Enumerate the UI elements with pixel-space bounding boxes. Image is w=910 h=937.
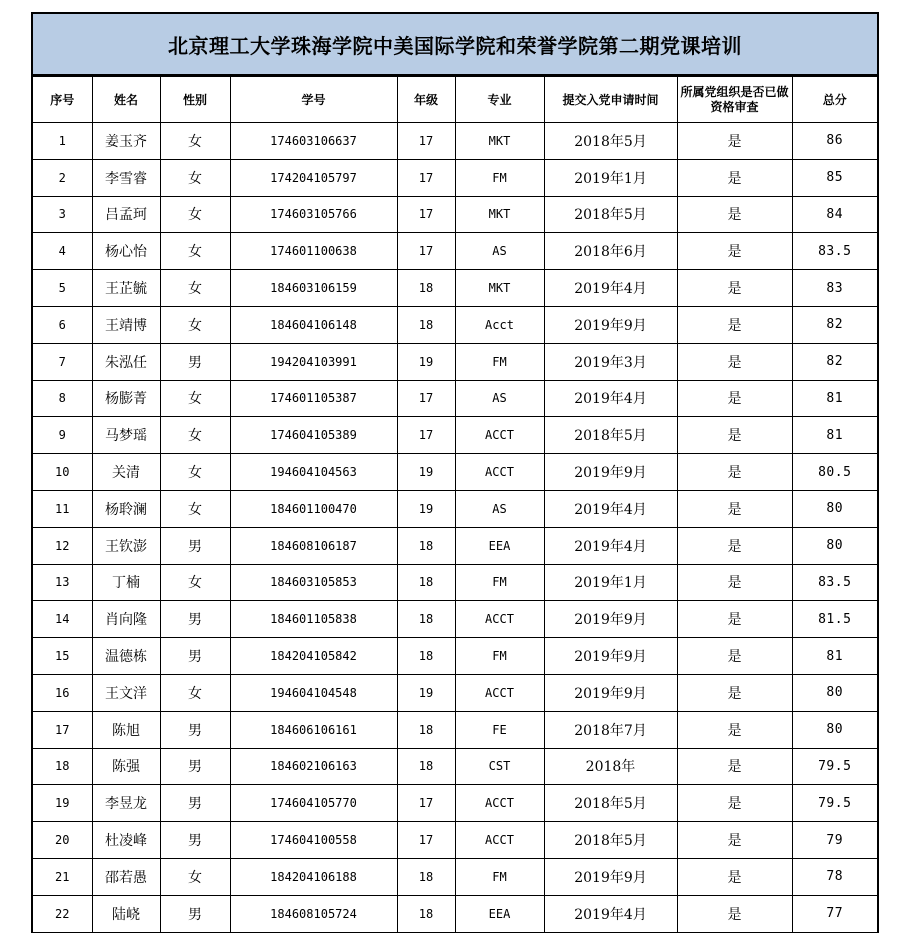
cell-grade: 18	[397, 711, 455, 748]
cell-grade: 18	[397, 895, 455, 932]
cell-grade: 19	[397, 490, 455, 527]
header-student-id: 学号	[230, 77, 397, 123]
cell-gender: 男	[160, 711, 230, 748]
cell-major: MKT	[455, 196, 544, 233]
cell-gender: 女	[160, 159, 230, 196]
cell-major: ACCT	[455, 454, 544, 491]
cell-application-date: 2018年7月	[544, 711, 677, 748]
cell-name: 杜凌峰	[92, 822, 160, 859]
cell-review-status: 是	[677, 270, 792, 307]
cell-total-score: 79.5	[792, 748, 878, 785]
cell-total-score: 81	[792, 417, 878, 454]
cell-grade: 19	[397, 674, 455, 711]
table-row	[32, 270, 878, 307]
cell-grade: 17	[397, 196, 455, 233]
table-row	[32, 123, 878, 160]
cell-gender: 男	[160, 343, 230, 380]
cell-index: 21	[32, 858, 92, 895]
cell-gender: 女	[160, 196, 230, 233]
cell-grade: 19	[397, 454, 455, 491]
cell-name: 朱泓任	[92, 343, 160, 380]
cell-gender: 男	[160, 785, 230, 822]
cell-grade: 17	[397, 123, 455, 160]
cell-major: ACCT	[455, 601, 544, 638]
cell-application-date: 2019年9月	[544, 306, 677, 343]
cell-name: 肖向隆	[92, 601, 160, 638]
header-total-score: 总分	[792, 77, 878, 123]
table-row	[32, 564, 878, 601]
cell-application-date: 2019年9月	[544, 454, 677, 491]
cell-grade: 18	[397, 638, 455, 675]
cell-student-id: 184608106187	[230, 527, 397, 564]
table-row	[32, 343, 878, 380]
table-row	[32, 601, 878, 638]
cell-total-score: 79.5	[792, 785, 878, 822]
table-row	[32, 527, 878, 564]
cell-review-status: 是	[677, 822, 792, 859]
table-row	[32, 711, 878, 748]
cell-index: 10	[32, 454, 92, 491]
cell-student-id: 184608105724	[230, 895, 397, 932]
cell-index: 17	[32, 711, 92, 748]
cell-index: 14	[32, 601, 92, 638]
table-row	[32, 638, 878, 675]
cell-total-score: 86	[792, 123, 878, 160]
table-row	[32, 895, 878, 932]
cell-index: 5	[32, 270, 92, 307]
cell-review-status: 是	[677, 601, 792, 638]
cell-gender: 女	[160, 674, 230, 711]
cell-gender: 女	[160, 233, 230, 270]
cell-name: 陈强	[92, 748, 160, 785]
cell-review-status: 是	[677, 380, 792, 417]
cell-gender: 男	[160, 748, 230, 785]
cell-student-id: 184603105853	[230, 564, 397, 601]
header-row	[32, 77, 878, 123]
cell-application-date: 2019年9月	[544, 638, 677, 675]
cell-gender: 男	[160, 822, 230, 859]
cell-total-score: 83	[792, 270, 878, 307]
cell-total-score: 79	[792, 822, 878, 859]
cell-total-score: 81	[792, 638, 878, 675]
cell-total-score: 81.5	[792, 601, 878, 638]
sheet-title: 北京理工大学珠海学院中美国际学院和荣誉学院第二期党课培训	[31, 12, 879, 76]
cell-major: ACCT	[455, 674, 544, 711]
cell-index: 3	[32, 196, 92, 233]
cell-total-score: 80	[792, 674, 878, 711]
cell-student-id: 184601100470	[230, 490, 397, 527]
cell-total-score: 80	[792, 490, 878, 527]
cell-student-id: 184204106188	[230, 858, 397, 895]
cell-index: 9	[32, 417, 92, 454]
header-index: 序号	[32, 77, 92, 123]
cell-application-date: 2019年9月	[544, 601, 677, 638]
table-row	[32, 196, 878, 233]
cell-index: 6	[32, 306, 92, 343]
cell-review-status: 是	[677, 858, 792, 895]
cell-application-date: 2018年5月	[544, 785, 677, 822]
table-row	[32, 454, 878, 491]
table-body	[32, 123, 878, 933]
cell-major: FM	[455, 858, 544, 895]
cell-total-score: 82	[792, 343, 878, 380]
table-row	[32, 785, 878, 822]
cell-major: FE	[455, 711, 544, 748]
cell-major: FM	[455, 343, 544, 380]
cell-major: ACCT	[455, 822, 544, 859]
cell-total-score: 80	[792, 527, 878, 564]
table-row	[32, 380, 878, 417]
cell-major: EEA	[455, 527, 544, 564]
cell-student-id: 174204105797	[230, 159, 397, 196]
cell-student-id: 184606106161	[230, 711, 397, 748]
cell-grade: 18	[397, 858, 455, 895]
cell-total-score: 81	[792, 380, 878, 417]
cell-student-id: 174603105766	[230, 196, 397, 233]
cell-review-status: 是	[677, 123, 792, 160]
cell-index: 2	[32, 159, 92, 196]
cell-name: 王钦澎	[92, 527, 160, 564]
cell-student-id: 194604104563	[230, 454, 397, 491]
cell-name: 王芷毓	[92, 270, 160, 307]
cell-student-id: 194604104548	[230, 674, 397, 711]
cell-gender: 女	[160, 123, 230, 160]
cell-gender: 女	[160, 270, 230, 307]
cell-total-score: 77	[792, 895, 878, 932]
cell-major: Acct	[455, 306, 544, 343]
cell-grade: 18	[397, 527, 455, 564]
cell-review-status: 是	[677, 564, 792, 601]
cell-review-status: 是	[677, 233, 792, 270]
cell-student-id: 174601100638	[230, 233, 397, 270]
cell-index: 12	[32, 527, 92, 564]
cell-review-status: 是	[677, 785, 792, 822]
cell-index: 16	[32, 674, 92, 711]
cell-total-score: 83.5	[792, 233, 878, 270]
cell-student-id: 174601105387	[230, 380, 397, 417]
cell-major: AS	[455, 233, 544, 270]
cell-application-date: 2019年4月	[544, 895, 677, 932]
cell-name: 杨心怡	[92, 233, 160, 270]
cell-student-id: 174604105770	[230, 785, 397, 822]
cell-gender: 女	[160, 380, 230, 417]
spreadsheet	[31, 12, 879, 933]
cell-grade: 17	[397, 233, 455, 270]
cell-review-status: 是	[677, 343, 792, 380]
cell-application-date: 2019年1月	[544, 564, 677, 601]
cell-student-id: 184603106159	[230, 270, 397, 307]
cell-review-status: 是	[677, 748, 792, 785]
cell-application-date: 2019年4月	[544, 490, 677, 527]
cell-major: ACCT	[455, 417, 544, 454]
cell-name: 李雪睿	[92, 159, 160, 196]
header-grade: 年级	[397, 77, 455, 123]
header-name: 姓名	[92, 77, 160, 123]
cell-student-id: 174603106637	[230, 123, 397, 160]
cell-application-date: 2018年	[544, 748, 677, 785]
cell-grade: 17	[397, 785, 455, 822]
header-major: 专业	[455, 77, 544, 123]
cell-grade: 17	[397, 822, 455, 859]
cell-name: 杨膨菁	[92, 380, 160, 417]
cell-grade: 19	[397, 343, 455, 380]
table-row	[32, 417, 878, 454]
cell-name: 关清	[92, 454, 160, 491]
cell-grade: 17	[397, 159, 455, 196]
cell-name: 杨聆澜	[92, 490, 160, 527]
cell-total-score: 82	[792, 306, 878, 343]
cell-major: FM	[455, 638, 544, 675]
cell-major: AS	[455, 490, 544, 527]
cell-index: 13	[32, 564, 92, 601]
cell-name: 陈旭	[92, 711, 160, 748]
cell-application-date: 2019年4月	[544, 270, 677, 307]
cell-application-date: 2019年4月	[544, 527, 677, 564]
table-row	[32, 858, 878, 895]
table-row	[32, 233, 878, 270]
cell-name: 王靖博	[92, 306, 160, 343]
cell-application-date: 2019年9月	[544, 858, 677, 895]
cell-name: 王文洋	[92, 674, 160, 711]
cell-index: 19	[32, 785, 92, 822]
cell-index: 8	[32, 380, 92, 417]
cell-review-status: 是	[677, 711, 792, 748]
cell-major: ACCT	[455, 785, 544, 822]
table-row	[32, 674, 878, 711]
cell-name: 丁楠	[92, 564, 160, 601]
table-row	[32, 822, 878, 859]
cell-gender: 男	[160, 895, 230, 932]
cell-student-id: 184602106163	[230, 748, 397, 785]
header-application-date: 提交入党申请时间	[544, 77, 677, 123]
cell-student-id: 184204105842	[230, 638, 397, 675]
table-row	[32, 306, 878, 343]
cell-application-date: 2018年5月	[544, 822, 677, 859]
cell-review-status: 是	[677, 306, 792, 343]
header-gender: 性别	[160, 77, 230, 123]
cell-student-id: 194204103991	[230, 343, 397, 380]
cell-gender: 女	[160, 564, 230, 601]
cell-index: 18	[32, 748, 92, 785]
table-row	[32, 748, 878, 785]
cell-total-score: 80.5	[792, 454, 878, 491]
cell-major: AS	[455, 380, 544, 417]
cell-student-id: 184604106148	[230, 306, 397, 343]
cell-index: 11	[32, 490, 92, 527]
cell-grade: 18	[397, 270, 455, 307]
table-row	[32, 159, 878, 196]
cell-index: 1	[32, 123, 92, 160]
cell-review-status: 是	[677, 159, 792, 196]
cell-grade: 18	[397, 306, 455, 343]
cell-application-date: 2019年1月	[544, 159, 677, 196]
cell-gender: 男	[160, 601, 230, 638]
cell-index: 15	[32, 638, 92, 675]
cell-student-id: 174604100558	[230, 822, 397, 859]
cell-application-date: 2019年3月	[544, 343, 677, 380]
cell-name: 吕孟珂	[92, 196, 160, 233]
cell-review-status: 是	[677, 638, 792, 675]
cell-grade: 17	[397, 417, 455, 454]
cell-grade: 17	[397, 380, 455, 417]
cell-gender: 女	[160, 858, 230, 895]
table-row	[32, 490, 878, 527]
cell-application-date: 2019年9月	[544, 674, 677, 711]
cell-application-date: 2018年5月	[544, 417, 677, 454]
cell-major: MKT	[455, 123, 544, 160]
cell-major: EEA	[455, 895, 544, 932]
cell-application-date: 2018年5月	[544, 196, 677, 233]
cell-application-date: 2018年5月	[544, 123, 677, 160]
cell-total-score: 84	[792, 196, 878, 233]
cell-grade: 18	[397, 601, 455, 638]
cell-name: 陆峣	[92, 895, 160, 932]
cell-review-status: 是	[677, 527, 792, 564]
cell-index: 22	[32, 895, 92, 932]
cell-major: FM	[455, 159, 544, 196]
cell-gender: 男	[160, 638, 230, 675]
cell-application-date: 2019年4月	[544, 380, 677, 417]
cell-index: 4	[32, 233, 92, 270]
header-review-status: 所属党组织是否已做资格审查	[677, 77, 792, 123]
cell-student-id: 184601105838	[230, 601, 397, 638]
cell-gender: 女	[160, 454, 230, 491]
cell-review-status: 是	[677, 895, 792, 932]
cell-gender: 男	[160, 527, 230, 564]
cell-name: 温德栋	[92, 638, 160, 675]
cell-application-date: 2018年6月	[544, 233, 677, 270]
cell-grade: 18	[397, 564, 455, 601]
cell-total-score: 78	[792, 858, 878, 895]
cell-major: MKT	[455, 270, 544, 307]
cell-index: 7	[32, 343, 92, 380]
cell-total-score: 85	[792, 159, 878, 196]
cell-gender: 女	[160, 306, 230, 343]
cell-total-score: 80	[792, 711, 878, 748]
cell-major: CST	[455, 748, 544, 785]
cell-name: 邵若愚	[92, 858, 160, 895]
cell-name: 马梦瑶	[92, 417, 160, 454]
cell-grade: 18	[397, 748, 455, 785]
cell-gender: 女	[160, 490, 230, 527]
cell-gender: 女	[160, 417, 230, 454]
cell-review-status: 是	[677, 196, 792, 233]
cell-review-status: 是	[677, 490, 792, 527]
cell-review-status: 是	[677, 417, 792, 454]
cell-student-id: 174604105389	[230, 417, 397, 454]
cell-total-score: 83.5	[792, 564, 878, 601]
cell-name: 李昱龙	[92, 785, 160, 822]
cell-review-status: 是	[677, 674, 792, 711]
cell-major: FM	[455, 564, 544, 601]
cell-review-status: 是	[677, 454, 792, 491]
cell-name: 姜玉齐	[92, 123, 160, 160]
roster-table	[31, 76, 879, 933]
cell-index: 20	[32, 822, 92, 859]
